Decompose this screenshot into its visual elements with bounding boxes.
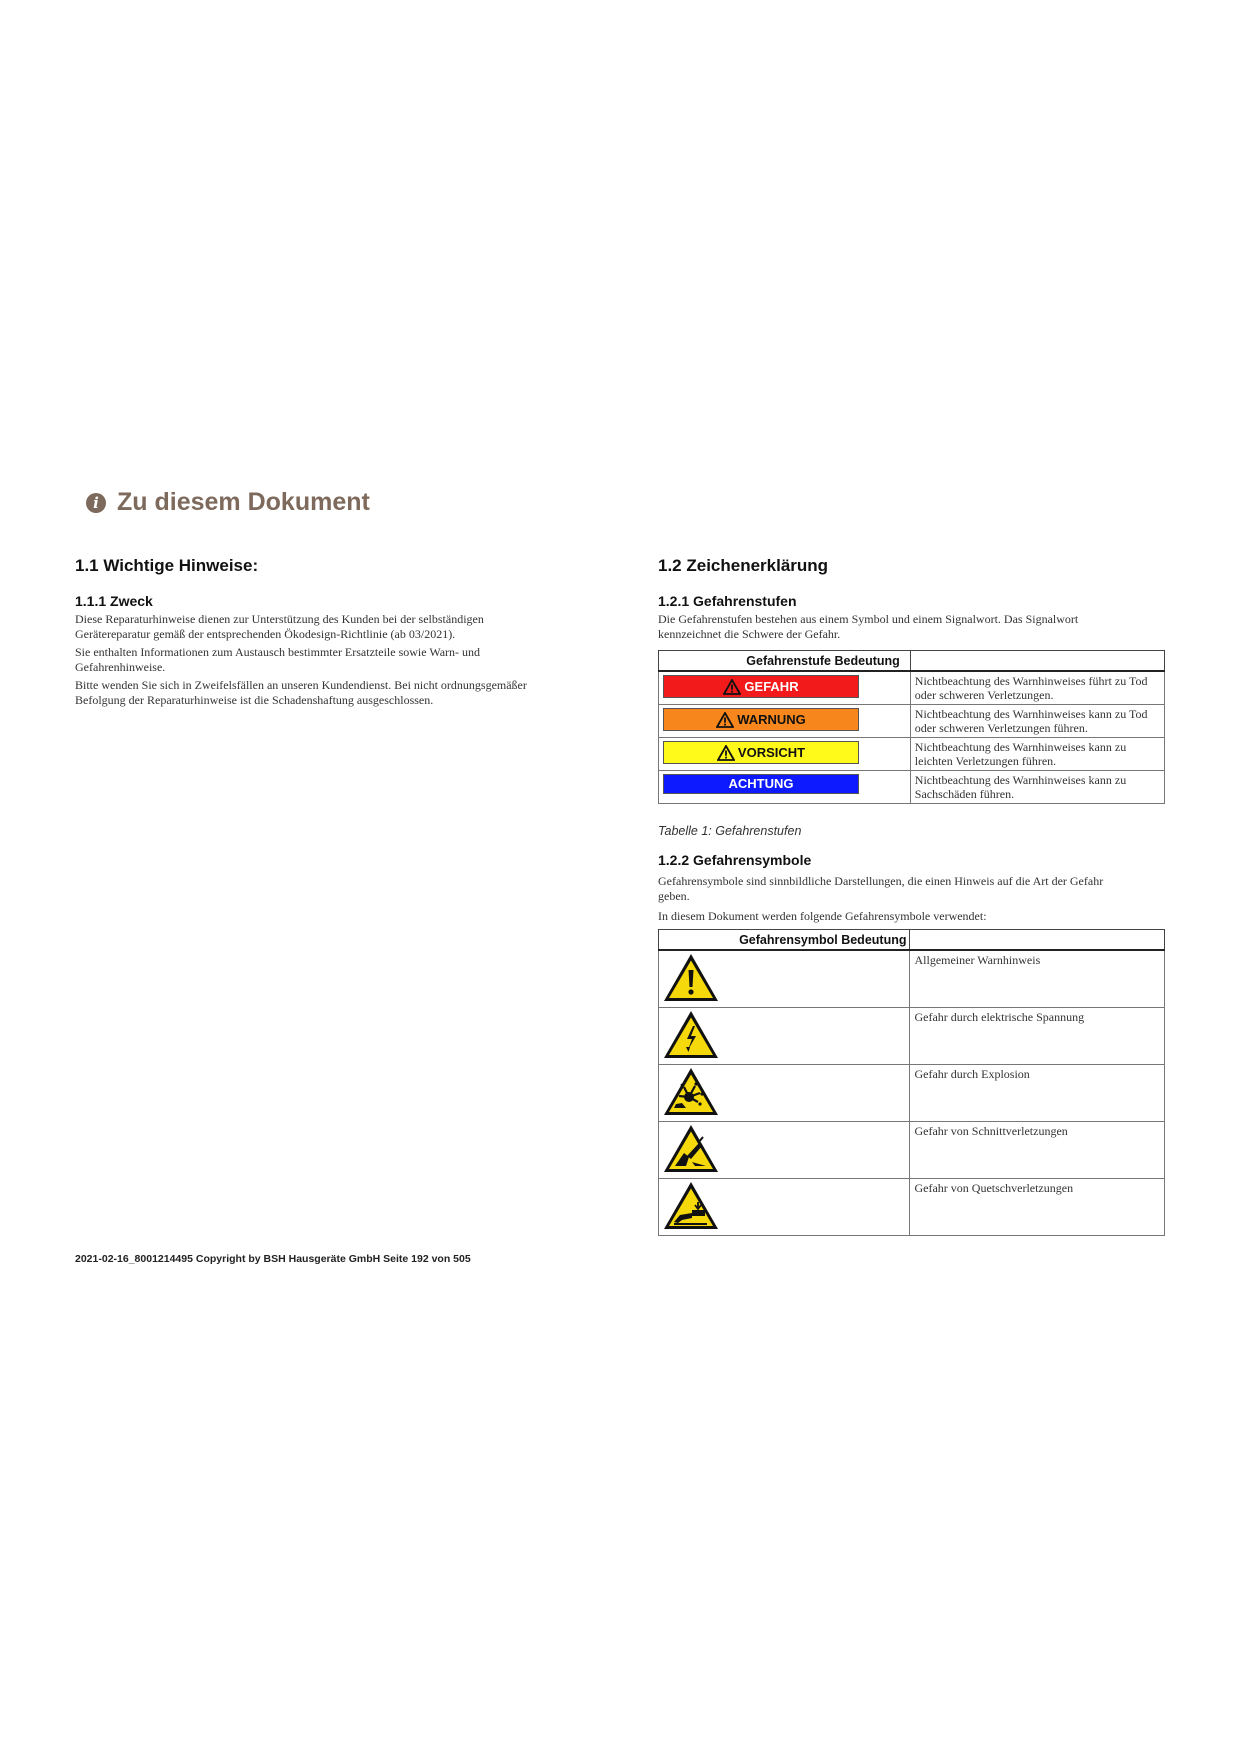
- column-header-gefahrenstufe: [659, 651, 911, 672]
- meaning-cell: Gefahr von Quetschverletzungen: [910, 1179, 1165, 1236]
- signal-cell: [659, 671, 911, 705]
- meaning-cell: Nichtbeachtung des Warnhinweises führt zu Tod oder schweren Verletzungen.: [910, 671, 1164, 705]
- column-header-gefahrensymbol-label: Gefahrensymbol: [739, 932, 838, 947]
- table-row: [659, 738, 1165, 771]
- signal-word-label: WARNUNG: [737, 711, 806, 727]
- signal-word-gefahr: [663, 675, 859, 698]
- warning-triangle-icon: [717, 745, 735, 761]
- table-row: [659, 1065, 1165, 1122]
- subsection-heading-zweck: 1.1.1 Zweck: [75, 593, 153, 609]
- symbol-cell: [659, 1065, 910, 1122]
- column-header-gefahrensymbol: [659, 930, 910, 951]
- page-title-text: Zu diesem Dokument: [117, 488, 370, 516]
- warning-triangle-icon: [716, 712, 734, 728]
- zweck-body: [75, 612, 540, 711]
- table-row: [659, 1008, 1165, 1065]
- general-warning-icon: [662, 952, 720, 1003]
- signal-word-label: GEFAHR: [744, 678, 799, 694]
- symbol-cell: [659, 950, 910, 1008]
- table-caption: Tabelle 1: Gefahrenstufen: [658, 824, 802, 838]
- paragraph: Sie enthalten Informationen zum Austausch bestimmter Ersatzteile sowie Warn- und Gefahrenhinweise.: [75, 645, 481, 674]
- signal-word-label: ACHTUNG: [728, 776, 794, 791]
- signal-cell: [659, 771, 911, 804]
- page-footer: 2021-02-16_8001214495 Copyright by BSH Hausgeräte GmbH Seite 192 von 505: [75, 1253, 471, 1265]
- table-row: [659, 1122, 1165, 1179]
- symbol-cell: [659, 1179, 910, 1236]
- signal-cell: [659, 738, 911, 771]
- meaning-cell: Nichtbeachtung des Warnhinweises kann zu Sachschäden führen.: [910, 771, 1164, 804]
- meaning-cell: Gefahr durch Explosion: [910, 1065, 1165, 1122]
- symbol-cell: [659, 1008, 910, 1065]
- warning-triangle-icon: [723, 679, 741, 695]
- paragraph: Gefahrensymbole sind sinnbildliche Darstellungen, die einen Hinweis auf die Art der Gefahr geben.: [658, 874, 1104, 903]
- meaning-cell: Gefahr durch elektrische Spannung: [910, 1008, 1165, 1065]
- section-heading-zeichenerklaerung: 1.2 Zeichenerklärung: [658, 556, 829, 575]
- paragraph: Bitte wenden Sie sich in Zweifelsfällen an unseren Kundendienst. Bei nicht ordnungsgemäßer Befolgung der Reparaturhinweise ist die Schadenshaftung ausgeschlossen.: [75, 678, 527, 707]
- subsection-heading-gefahrenstufen: 1.2.1 Gefahrenstufen: [658, 593, 797, 609]
- meaning-cell: Allgemeiner Warnhinweis: [910, 950, 1165, 1008]
- column-header-bedeutung-label: Bedeutung: [834, 653, 900, 668]
- signal-word-achtung: [663, 774, 859, 794]
- table-row: [659, 1179, 1165, 1236]
- page-title: [86, 488, 370, 517]
- meaning-cell: Nichtbeachtung des Warnhinweises kann zu leichten Verletzungen führen.: [910, 738, 1164, 771]
- gefahrensymbole-table: [658, 929, 1165, 1236]
- signal-cell: [659, 705, 911, 738]
- table-row: [659, 771, 1165, 804]
- meaning-cell: Nichtbeachtung des Warnhinweises kann zu Tod oder schweren Verletzungen führen.: [910, 705, 1164, 738]
- table-header-row: [659, 930, 1165, 951]
- symbol-cell: [659, 1122, 910, 1179]
- explosion-icon: [662, 1066, 720, 1117]
- table-header-row: [659, 651, 1165, 672]
- electric-voltage-icon: [662, 1009, 720, 1060]
- signal-word-vorsicht: [663, 741, 859, 764]
- signal-word-label: VORSICHT: [737, 744, 806, 760]
- section-heading-wichtige-hinweise: 1.1 Wichtige Hinweise:: [75, 556, 259, 575]
- crush-hazard-icon: [662, 1180, 720, 1231]
- column-header-empty: [910, 930, 1165, 951]
- table-row: [659, 671, 1165, 705]
- column-header-gefahrenstufe-label: Gefahrenstufe: [746, 653, 832, 668]
- meaning-cell: Gefahr von Schnittverletzungen: [910, 1122, 1165, 1179]
- table-row: [659, 950, 1165, 1008]
- column-header-empty: [910, 651, 1164, 672]
- column-header-bedeutung-label: Bedeutung: [841, 932, 907, 947]
- table-row: [659, 705, 1165, 738]
- subsection-heading-gefahrensymbole: 1.2.2 Gefahrensymbole: [658, 852, 812, 868]
- gefahrenstufen-table: [658, 650, 1165, 804]
- paragraph: In diesem Dokument werden folgende Gefahrensymbole verwendet:: [658, 909, 987, 923]
- signal-word-warnung: [663, 708, 859, 731]
- gefahrensymbole-intro: [658, 874, 1113, 928]
- cut-hazard-icon: [662, 1123, 720, 1174]
- paragraph: Diese Reparaturhinweise dienen zur Unterstützung des Kunden bei der selbständigen Gerätereparatur gemäß der entsprechenden Ökodesign-Richtlinie (ab 03/2021).: [75, 612, 484, 641]
- gefahrenstufen-intro: Die Gefahrenstufen bestehen aus einem Symbol und einem Signalwort. Das Signalwort kennzeichnet die Schwere der Gefahr.: [658, 612, 1079, 641]
- info-icon: i: [86, 493, 106, 513]
